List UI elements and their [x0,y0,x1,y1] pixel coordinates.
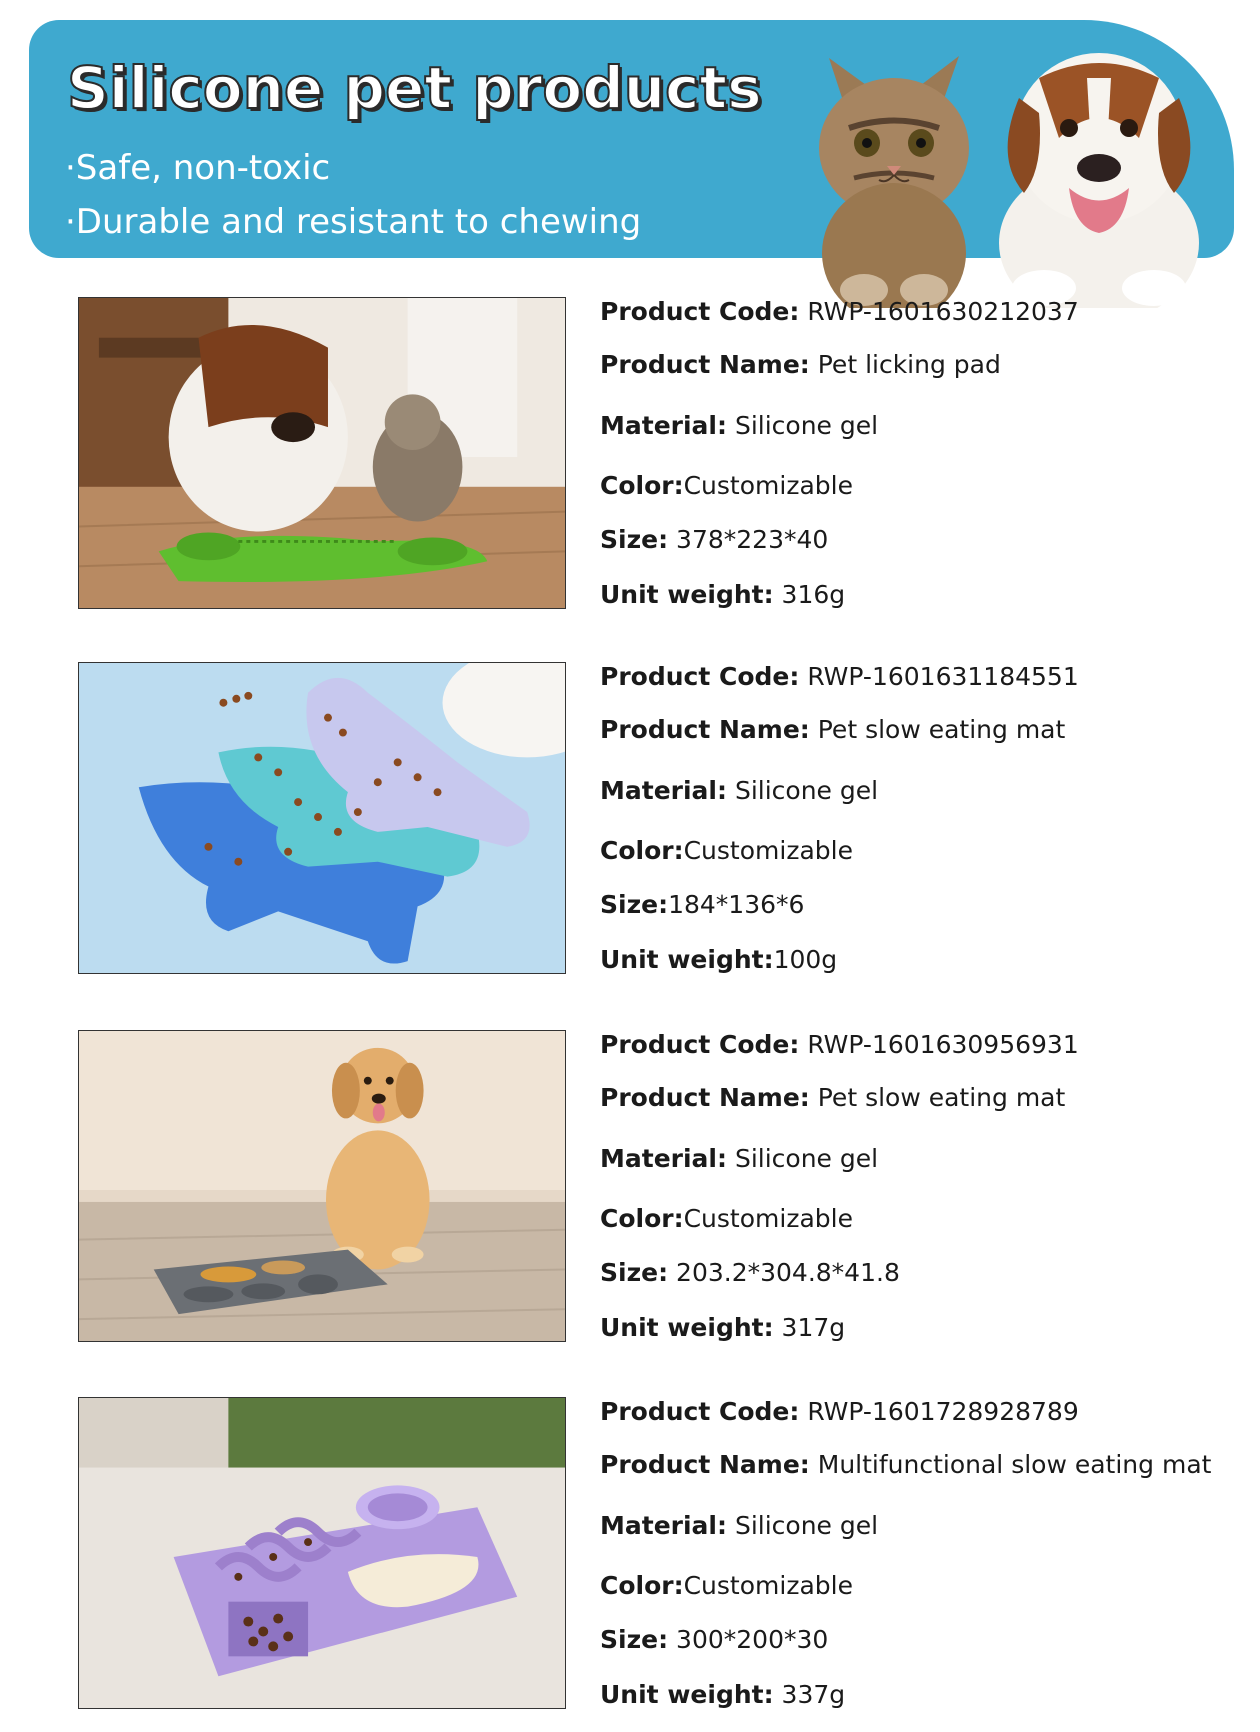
spec-product-name: Product Name: Pet slow eating mat [600,715,1066,744]
spec-size: Size: 203.2*304.8*41.8 [600,1258,900,1287]
feature-bullet-durable: ·Durable and resistant to chewing [65,202,642,242]
spec-product-code: Product Code: RWP-1601631184551 [600,662,1079,691]
spec-size: Size: 300*200*30 [600,1625,829,1654]
golden-retriever-feeder-photo [79,1031,565,1341]
spec-color: Color:Customizable [600,471,853,500]
spec-color: Color:Customizable [600,836,853,865]
product-photo [78,297,566,609]
blue-licking-mats-photo [79,663,565,973]
cat-and-dog-illustration [789,18,1209,308]
spec-material: Material: Silicone gel [600,1511,879,1540]
spec-product-name: Product Name: Pet slow eating mat [600,1083,1066,1112]
spec-unit-weight: Unit weight:100g [600,945,838,974]
spec-product-name: Product Name: Pet licking pad [600,350,1001,379]
spec-product-code: Product Code: RWP-1601630956931 [600,1030,1079,1059]
product-photo [78,662,566,974]
page-title: Silicone pet products [67,54,762,122]
purple-multifunctional-mat-photo [79,1398,565,1708]
spec-unit-weight: Unit weight: 337g [600,1680,846,1709]
header-banner [29,20,1234,258]
dog-and-cat-licking-pad-photo [79,298,565,608]
spec-material: Material: Silicone gel [600,411,879,440]
product-card [0,662,1260,982]
spec-product-code: Product Code: RWP-1601630212037 [600,297,1079,326]
spec-product-code: Product Code: RWP-1601728928789 [600,1397,1079,1426]
spec-product-name: Product Name: Multifunctional slow eating mat [600,1450,1212,1479]
spec-unit-weight: Unit weight: 317g [600,1313,846,1342]
product-photo [78,1397,566,1709]
spec-material: Material: Silicone gel [600,776,879,805]
spec-color: Color:Customizable [600,1204,853,1233]
product-card [0,1030,1260,1350]
dog-illustration [999,53,1199,308]
product-card [0,297,1260,617]
spec-unit-weight: Unit weight: 316g [600,580,846,609]
spec-color: Color:Customizable [600,1571,853,1600]
spec-size: Size:184*136*6 [600,890,805,919]
product-photo [78,1030,566,1342]
cat-illustration [819,56,969,308]
product-card [0,1397,1260,1717]
feature-bullet-safe: ·Safe, non-toxic [65,148,331,188]
spec-material: Material: Silicone gel [600,1144,879,1173]
spec-size: Size: 378*223*40 [600,525,829,554]
